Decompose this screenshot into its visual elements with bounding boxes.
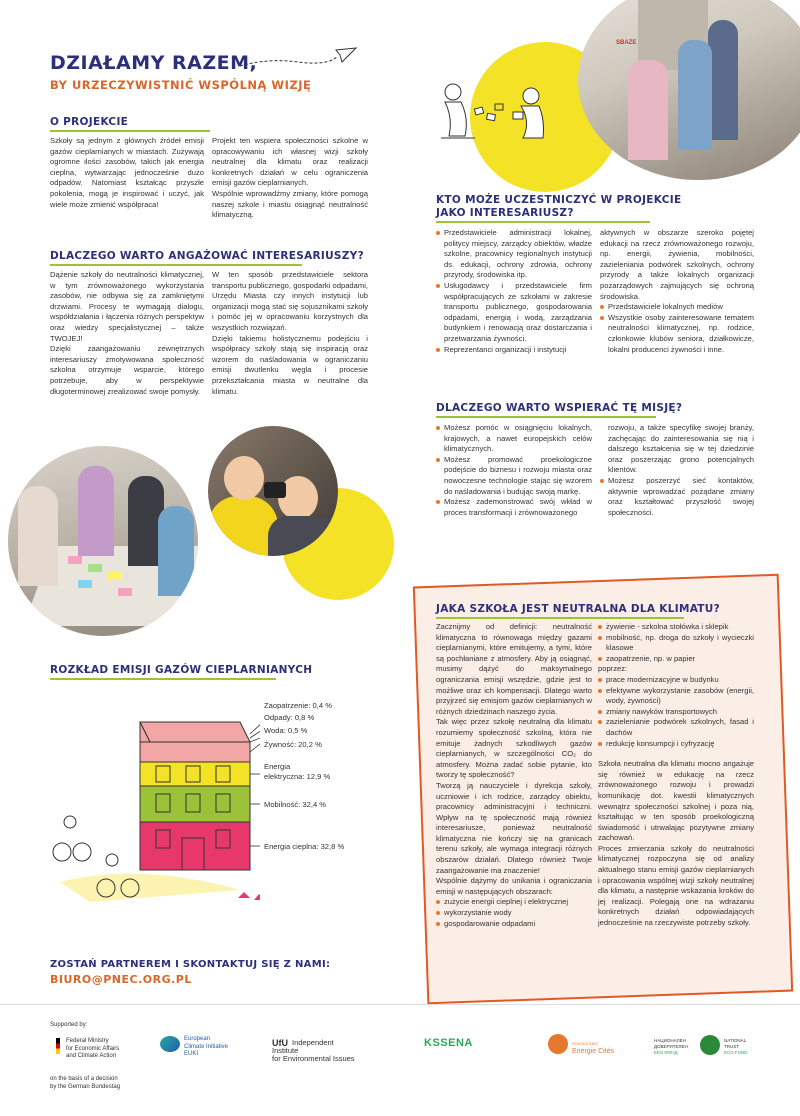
about-col2 (212, 136, 368, 221)
bundestag-note (50, 1076, 120, 1091)
nfs-line: НАЦИОНАЛЕН (654, 1038, 686, 1043)
neutral-through: poprzez: (598, 664, 628, 674)
supported-by-label: Supported by: (50, 1022, 88, 1028)
neutral-col2 (598, 622, 754, 929)
support-col2-continuation: rozwoju, a także specyfikę swojej branży, zachęcając do zainteresowania się nią i dalszego kształcenia się w tej dziedzinie oraz poszerzając grono potencjalnych klientów. (608, 423, 754, 475)
support-list-col1 (436, 423, 592, 518)
school-building-illustration (50, 712, 260, 912)
list-item: redukcję konsumpcji i cyfryzację (598, 739, 754, 750)
nfs-line: ЕКО ФОНД (654, 1050, 678, 1055)
emission-label-electric-1: Energia (264, 762, 291, 771)
euki-logo (184, 1036, 228, 1059)
list-item: zazielenianie podwórek szkolnych, fasad i dachów (598, 717, 754, 738)
pnec-logo (572, 1040, 614, 1055)
who-col2-list (600, 302, 754, 355)
who-heading (436, 194, 681, 220)
list-item: gospodarowanie odpadami (436, 919, 592, 930)
list-item: Możesz zademonstrować swój wkład w proces transformacji i zrównoważonego (436, 497, 592, 518)
who-heading-line1: KTO MOŻE UCZESTNICZYĆ W PROJEKCIE (436, 194, 682, 206)
divider (50, 678, 276, 680)
support-heading: DLACZEGO WARTO WSPIERAĆ TĘ MISJĘ? (436, 402, 683, 414)
photo-workshop-table (8, 446, 198, 636)
why-engage-col2-p1: W ten sposób przedstawiciele sektora transportu publicznego, gospodarki odpadami, Urzędu Miasta czy innych instytucji lub organizacji mogą stać się sojusznikami szkoły i pomóc jej w opracowaniu korzystnych dla wszystkich rozwiązań. (212, 270, 368, 332)
page-subtitle: BY URZECZYWISTNIĆ WSPÓLNĄ WIZJĘ (50, 78, 312, 92)
why-engage-col1-p1: Dążenie szkoły do neutralności klimatycznej, w tym zrównoważonego wykorzystania zasobów, nie odbywa się za zamkniętymi drzwiami. Procesy te wymagają dialogu, współdziałania i łączenia różnych perspektyw oraz wiedzy specjalistycznej – także TWOJEJ! (50, 270, 204, 343)
ufu-line: for Environmental Issues (272, 1054, 355, 1063)
divider (436, 416, 656, 418)
who-list-col2 (600, 228, 754, 355)
euki-line: Climate Initiative (184, 1043, 229, 1050)
about-col1: Szkoły są jednym z głównych źródeł emisji gazów cieplarnianych w miastach. Zużywają ogromne ilości zasobów, takich jak energia cieplna, wytwarzając jednocześnie dużo odpadów. Natomiast kształcąc przyszłe pokolenia, mogą je inspirować i uczyć, jak wiele może zmienić współpraca! (50, 136, 204, 209)
list-item: Możesz pomóc w osiągnięciu lokalnych, krajowych, a nawet europejskich celów klimatycznych. (436, 423, 592, 455)
who-col2-continuation: aktywnych w obszarze szeroko pojętej edukacji na rzecz zrównoważonego rozwoju, np. energii, żywienia, mobilności, zazieleniania podwórek szkolnych, ochrony przyrody a także lokalnych organizacji pozarządowych zajmujących się ochroną środowiska. (600, 228, 754, 301)
ufu-mark: UfU (272, 1038, 288, 1048)
photo-sign: SBAZE (616, 40, 637, 46)
neutral-col1-p3: Tworzą ją nauczyciele i dyrekcja szkoły, uczniowie i ich rodzice, zarządcy obiektu, pracownicy administracyjni i techniczni. Wpływ na tę społeczność mają również interesariusze, ponieważ neutralność klimatyczna nie kończy się na granicach terenu szkoły, ale wymaga integracji różnych obszarów działań. Dlatego również Twoje zaangażowanie ma znaczenie! (436, 780, 592, 875)
ntef-line: ECO FUND (724, 1050, 748, 1055)
neutral-col1 (436, 622, 592, 929)
divider (436, 617, 684, 619)
neutral-heading: JAKA SZKOŁA JEST NEUTRALNA DLA KLIMATU? (436, 603, 720, 615)
neutral-col1-p1: Zacznijmy od definicji: neutralność klimatyczna to równowaga między gazami cieplarnianymi, które emitujemy, a tymi, które są pochłaniane z atmosfery. Aby ją osiągnąć, musimy dążyć do maksymalnego ograniczania emisji wszędzie, gdzie jest to możliwe oraz ich kompensacji. Dlatego warto przyjrzeć się emisjom gazów cieplarnianych w różnych dziedzinach naszego życia. (436, 622, 592, 716)
pnec-logo-icon (548, 1034, 568, 1054)
contact-heading: ZOSTAŃ PARTNEREM I SKONTAKTUJ SIĘ Z NAMI: (50, 959, 331, 970)
emission-label-food: Żywność: 20,2 % (264, 740, 322, 749)
footer-divider (0, 1004, 800, 1005)
emission-label-heat: Energia cieplna: 32,8 % (264, 842, 345, 851)
emission-label-waste: Odpady: 0,8 % (264, 713, 315, 722)
emission-label-water: Woda: 0,5 % (264, 726, 308, 735)
support-list-col2 (600, 423, 754, 518)
page-title: DZIAŁAMY RAZEM, (50, 52, 258, 74)
divider (50, 264, 302, 266)
why-engage-col2-p2: Dzięki takiemu holistycznemu podejściu i współpracy szkoły stają się inspiracją oraz wzorem do naśladowania w ograniczaniu emisji dwutlenku węgla i procesie przekształcania miasta w neutralne dla klimatu. (212, 333, 368, 396)
emission-label-mobility: Mobilność: 32,4 % (264, 800, 327, 809)
list-item: Przedstawiciele lokalnych mediów (600, 302, 754, 313)
about-col2-p1: Projekt ten wspiera społeczności szkolne w opracowywaniu ich własnej wizji szkoły neutralnej dla klimatu oraz realizacji konkretnych działań w celu ograniczenia emisji gazów cieplarnianych. (212, 136, 368, 188)
list-item: zużycie energii cieplnej i elektrycznej (436, 897, 592, 908)
list-item: żywienie - szkolna stołówka i sklepik (598, 622, 754, 633)
nfs-line: ДОВЕРИТЕЛЕН (654, 1044, 688, 1049)
support-col2-list (600, 476, 754, 518)
emission-label-electric-2: elektryczna: 12,9 % (264, 772, 331, 781)
emission-label-supply: Zaopatrzenie: 0,4 % (264, 701, 332, 710)
euki-line: European (184, 1036, 211, 1042)
list-item: Reprezentanci organizacji i instytucji (436, 345, 592, 356)
kssena-logo: KSSENA (424, 1037, 473, 1049)
about-col2-p2: Wspólnie wprowadźmy zmiany, które pomogą naszej szkole i miastu osiągnąć neutralność klimatyczną. (212, 188, 368, 220)
bmwk-logo (66, 1038, 119, 1061)
list-item: Wszystkie osoby zainteresowane tematem neutralności klimatycznej, np. rodzice, członkowie klubów seniora, działkowicze, lokalni producenci żywności i inne. (600, 313, 754, 355)
list-item: zmiany nawyków transportowych (598, 707, 754, 718)
ufu-line: Independent Institute (272, 1038, 334, 1055)
ufu-logo (272, 1039, 355, 1063)
list-item: mobilność, np. droga do szkoły i wycieczki klasowe (598, 633, 754, 654)
about-heading: O PROJEKCIE (50, 116, 129, 128)
ntef-line: TRUST (724, 1044, 739, 1049)
pnec-line: Energie Cités (572, 1047, 615, 1055)
who-heading-line2: JAKO INTERESARIUSZ? (436, 207, 574, 219)
ntef-logo (724, 1038, 748, 1056)
neutral-col2-p1: Szkoła neutralna dla klimatu mocno angażuje się również w edukację na rzecz zrównoważonego rozwoju i prowadzi komunikację dot. kwestii klimatycznych wewnątrz społeczności szkolnej i poza nią, kształtując w ten sposób proekologiczną świadomość i utrwalając pozytywne zmiany zachowań. (598, 759, 754, 843)
why-engage-heading: DLACZEGO WARTO ANGAŻOWAĆ INTERESARIUSZY? (50, 250, 364, 262)
contact-email-link[interactable]: BIURO@PNEC.ORG.PL (50, 973, 192, 986)
bmwk-line: and Climate Action (66, 1053, 117, 1059)
list-item: Przedstawiciele administracji lokalnej, politycy miejscy, zarządcy obiektów, władze szkolne, pracownicy regionalnych instytucji ds. edukacji, ochrony zdrowia, ochrony przyrody, środowiska itp. (436, 228, 592, 281)
list-item: wykorzystanie wody (436, 908, 592, 919)
divider (50, 130, 210, 132)
neutral-list2 (598, 622, 754, 664)
euki-logo-icon (160, 1036, 180, 1052)
list-item: Możesz promować proekologiczne podejście do biznesu i rozwoju miasta oraz nowoczesne technologie stając się wzorem do naśladowania i budując swoją markę. (436, 455, 592, 497)
list-item: Możesz poszerzyć sieć kontaktów, aktywnie wprowadzać pożądane zmiany oraz kształtować przyszłość swojej społeczności. (600, 476, 754, 518)
list-item: Usługodawcy i przedstawiciele firm współpracujących ze szkołami w zakresie transportu publicznego, gospodarowania odpadami, energią i wodą, zarządzania budynkiem i renowacją oraz dostarczania i przetwarzania żywności. (436, 281, 592, 345)
ntef-logo-icon (700, 1035, 720, 1055)
pnec-line: POLSKA SIEĆ (572, 1041, 599, 1046)
ntef-line: NATIONAL (724, 1038, 747, 1043)
why-engage-col1 (50, 270, 204, 397)
neutral-col1-p2: Tak więc przez szkołę neutralną dla klimatu rozumiemy społeczność szkolną, która nie emituje żadnych szkodliwych gazów cieplarnianych, w szczególności CO₂ do atmosfery. Można zadać sobie pytanie, kto tworzy tę społeczność? (436, 717, 592, 780)
list-item: prace modernizacyjne w budynku (598, 675, 754, 686)
why-engage-col2 (212, 270, 368, 397)
kids-illustration (435, 78, 555, 150)
list-item: zaopatrzenie, np. w papier (598, 654, 754, 665)
paper-plane-icon (238, 44, 358, 74)
why-engage-col1-p2: Dzięki zaangażowaniu zewnętrznych interesariuszy zmotywowana społeczność szkolna otrzymuje wsparcie, którego potrzebuje, aby w perspektywie długoterminowej zrealizować swoje pomysły. (50, 344, 204, 396)
photo-students-hallway (578, 0, 800, 180)
list-item: efektywne wykorzystanie zasobów (energii, wody, żywności) (598, 686, 754, 707)
emissions-heading: ROZKŁAD EMISJI GAZÓW CIEPLARNIANYCH (50, 664, 313, 676)
divider (436, 221, 650, 223)
bmwk-line: Federal Ministry (66, 1038, 109, 1044)
neutral-list1 (436, 897, 592, 929)
nfs-logo (654, 1038, 688, 1056)
neutral-list3 (598, 675, 754, 749)
photo-girls-camera (208, 426, 338, 556)
neutral-col2-p2: Proces zmierzania szkoły do neutralności klimatycznej rozpoczyna się od analizy aktualnego stanu emisji gazów cieplarnianych i opracowania wspólnej wizji szkoły neutralnej dla klimatu, a następnie wskazania kroków do jej realizacji. Polegają one na wdrażaniu konkretnych działań odpowiadających jednocześnie na rzeczywiste potrzeby szkoły. (598, 843, 754, 928)
who-list-col1 (436, 228, 592, 355)
bmwk-line: for Economic Affairs (66, 1045, 120, 1052)
neutral-col1-p4: Wspólnie dążymy do unikania i ograniczania emisji w następujących obszarach: (436, 876, 592, 896)
bundestag-line: by the German Bundestag (50, 1083, 121, 1090)
euki-line: EUKI (184, 1051, 199, 1057)
german-flag-icon (56, 1038, 60, 1054)
bundestag-line: on the basis of a decision (50, 1076, 118, 1082)
